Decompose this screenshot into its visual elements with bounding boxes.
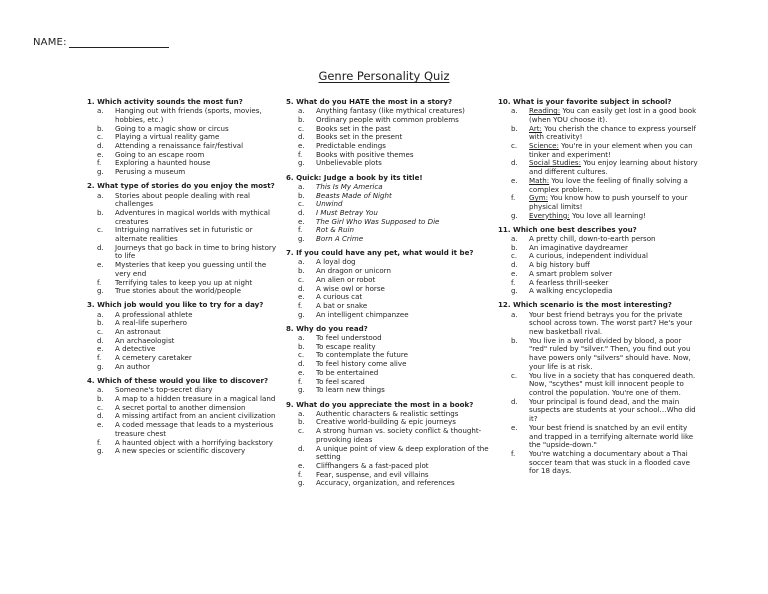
option-letter: e. [298,460,305,470]
option-letter: d. [511,260,518,270]
option-text: A missing artifact from an ancient civilization [115,411,276,421]
option-letter: d. [97,242,104,252]
option-letter: g. [298,478,305,488]
option-letter: e. [298,292,305,302]
option-letter: a. [97,309,104,319]
answer-option[interactable] [286,311,491,320]
option-letter: c. [97,327,104,337]
option-letter: d. [97,411,104,421]
option-letter: g. [298,385,305,395]
option-subject-label: Math: [529,175,550,185]
option-letter: g. [511,286,518,296]
option-text [529,177,698,194]
option-text: Fear, suspense, and evil villains [316,469,429,479]
option-letter: a. [511,234,518,244]
answer-option[interactable] [286,479,491,488]
question-5 [286,98,491,168]
option-text: Born A Crime [316,234,364,244]
option-text: You're watching a documentary about a Thai soccer team that was stuck in a flooded cave for 18 days. [529,448,690,476]
page-title: Genre Personality Quiz [318,69,450,83]
option-letter: b. [97,123,104,133]
option-subject-label: Social Studies: [529,158,581,168]
option-text: Accuracy, organization, and references [316,478,455,488]
option-letter: f. [298,225,303,235]
option-text: Unbelievable plots [316,158,382,168]
option-letter: b. [97,394,104,403]
option-letter: e. [511,175,518,185]
option-text: To learn new things [316,385,385,395]
option-text: A pretty chill, down-to-earth person [529,234,656,244]
option-letter: f. [298,300,303,310]
option-text: A haunted object with a horrifying backstory [115,437,273,447]
option-text: A secret portal to another dimension [115,402,246,412]
option-letter: e. [97,149,104,159]
option-text: Books set in the past [316,123,391,133]
option-text: Journeys that go back in time to bring history to life [115,242,277,261]
option-text: Terrifying tales to keep you up at night [115,277,253,287]
option-letter: b. [298,417,305,427]
question-12 [498,301,698,476]
option-text: To feel understood [316,333,382,343]
option-text: A bat or snake [316,300,368,310]
option-text [529,107,698,124]
option-text: An archaeologist [115,335,175,345]
option-text: Ordinary people with common problems [316,114,459,124]
answer-option[interactable] [87,168,277,177]
option-text: A fearless thrill-seeker [529,277,609,287]
option-letter: b. [97,318,104,328]
option-text: A detective [115,344,156,354]
answer-option[interactable] [87,209,277,226]
option-letter: d. [511,158,518,168]
option-text: A wise owl or horse [316,283,385,293]
option-letter: g. [97,446,104,456]
option-description: You love the feeling of finally solving a complex problem. [529,175,688,194]
question-title: 6. Quick: Judge a book by its title! [286,172,423,182]
option-letter: e. [97,344,104,354]
option-letter: c. [97,225,104,235]
question-6 [286,174,491,244]
question-title: 12. Which scenario is the most interesting? [498,300,672,310]
option-text [529,159,698,176]
option-text: Your best friend is snatched by an evil entity and trapped in a terrifying alternate world like the "upside-down." [529,422,694,450]
option-letter: e. [298,141,305,151]
question-title: 7. If you could have any pet, what would it be? [286,248,474,258]
question-title: 4. Which of these would you like to discover? [87,376,269,386]
name-field[interactable] [33,37,169,48]
option-letter: f. [298,149,303,159]
option-letter: d. [298,359,305,369]
option-letter: c. [298,350,305,360]
option-text: Cliffhangers & a fast-paced plot [316,460,429,470]
question-7 [286,249,491,319]
option-text: To contemplate the future [316,350,409,360]
option-text: To feel scared [316,376,365,386]
option-letter: f. [97,277,102,287]
option-letter: a. [298,257,305,267]
option-letter: f. [511,277,516,287]
column-right [498,98,698,482]
option-text: Playing a virtual reality game [115,132,220,142]
question-3 [87,301,277,371]
option-letter: d. [298,283,305,293]
option-letter: g. [298,158,305,168]
option-letter: a. [298,181,305,191]
option-letter: b. [511,123,518,133]
option-description: You cherish the chance to express yourself with creativity! [529,123,697,142]
option-subject-label: Gym: [529,193,548,203]
option-text: An imaginative daydreamer [529,242,628,252]
option-subject-label: Everything: [529,210,570,220]
option-text: A loyal dog [316,257,356,267]
option-text: A curious, independent individual [529,251,648,261]
option-letter: a. [511,106,518,116]
option-letter: e. [298,367,305,377]
option-letter: g. [97,361,104,371]
answer-option[interactable] [87,363,277,372]
option-text: Authentic characters & realistic settings [316,408,459,418]
option-text: A real-life superhero [115,318,187,328]
question-title: 3. Which job would you like to try for a day? [87,300,264,310]
option-letter: e. [511,268,518,278]
option-text: True stories about the world/people [115,286,241,296]
option-letter: c. [511,141,518,151]
option-text: Rot & Ruin [316,225,354,235]
option-text: A walking encyclopedia [529,286,613,296]
option-text: A cemetery caretaker [115,353,192,363]
answer-option[interactable] [498,177,698,194]
option-letter: a. [511,309,518,319]
question-2 [87,182,277,296]
option-text [529,125,698,142]
question-title: 10. What is your favorite subject in school? [498,97,672,106]
option-letter: c. [511,251,518,261]
option-text: You live in a society that has conquered death. Now, "scythes" must kill innocent people to control the population. You're one of them. [529,370,696,397]
answer-option[interactable] [498,450,698,476]
answer-option[interactable] [498,424,698,450]
option-text: Someone's top-secret diary [115,385,213,395]
option-letter: c. [298,426,305,436]
option-text: I Must Betray You [316,207,378,217]
option-text: You live in a world divided by blood, a poor "red" ruled by "silver." Then, you find out you have powers only "silvers" should have. Now, your life is at risk. [529,335,691,371]
option-text: Anything fantasy (like mythical creatures) [316,106,465,116]
option-letter: f. [298,376,303,386]
option-text: Going to a magic show or circus [115,123,229,133]
option-letter: b. [298,266,305,276]
option-letter: g. [97,167,104,177]
question-title: 2. What type of stories do you enjoy the most? [87,181,275,191]
option-letter: e. [97,420,104,430]
option-letter: d. [298,443,305,453]
option-letter: c. [97,402,104,412]
answer-option[interactable] [286,159,491,168]
option-letter: b. [97,207,104,217]
option-description: You enjoy learning about history and different cultures. [529,158,698,177]
option-text: Creative world-building & epic journeys [316,417,456,427]
answer-option[interactable] [87,244,277,261]
option-text: Your best friend betrays you for the private school across town. The worst part? He's your new basketball rival. [529,309,693,337]
option-text: Perusing a museum [115,167,186,177]
option-letter: f. [97,158,102,168]
option-subject-label: Science: [529,141,559,151]
option-letter: a. [97,190,104,200]
option-letter: g. [511,210,518,220]
option-letter: g. [298,309,305,319]
option-text: A coded message that leads to a mysterious treasure chest [115,420,274,438]
option-letter: e. [298,216,305,226]
option-letter: c. [298,199,305,209]
option-text [529,194,698,211]
answer-option[interactable] [87,287,277,296]
option-text: To feel history come alive [316,359,407,369]
option-text: Going to an escape room [115,149,205,159]
answer-option[interactable] [498,372,698,398]
question-11 [498,226,698,296]
option-subject-label: Reading: [529,106,561,116]
answer-option[interactable] [498,337,698,372]
question-title: 9. What do you appreciate the most in a book? [286,399,474,409]
option-letter: c. [298,123,305,133]
answer-option[interactable] [87,447,277,456]
answer-option[interactable] [498,107,698,124]
answer-option[interactable] [498,311,698,337]
name-label: NAME: [33,37,67,48]
option-text: A strong human vs. society conflict & thought-provoking ideas [316,426,482,444]
option-text: A curious cat [316,292,363,302]
question-8 [286,325,491,395]
column-left [87,98,277,461]
option-description: You love all learning! [572,210,646,220]
option-letter: e. [97,260,104,270]
option-letter: f. [298,469,303,479]
option-text: Mysteries that keep you guessing until the very end [115,260,267,278]
option-letter: b. [511,335,518,345]
answer-option[interactable] [498,212,698,221]
option-text: An intelligent chimpanzee [316,309,409,319]
option-text: Stories about people dealing with real challenges [115,190,251,209]
option-letter: f. [511,448,516,458]
question-1 [87,98,277,177]
option-letter: a. [298,106,305,116]
option-letter: b. [298,341,305,351]
question-title: 11. Which one best describes you? [498,224,637,234]
option-text: This Is My America [316,181,383,191]
answer-option[interactable] [498,142,698,159]
answer-option[interactable] [87,107,277,124]
answer-option[interactable] [87,421,277,438]
option-letter: b. [298,114,305,124]
option-letter: a. [298,333,305,343]
option-letter: e. [511,422,518,432]
option-letter: b. [511,242,518,252]
question-title: 1. Which activity sounds the most fun? [87,97,243,106]
option-text: Exploring a haunted house [115,158,211,168]
answer-option[interactable] [87,192,277,209]
option-text: Your principal is found dead, and the main suspects are students at your school…Who did it? [529,396,696,424]
answer-option[interactable] [286,386,491,395]
option-letter: c. [298,274,305,284]
answer-option[interactable] [498,287,698,296]
answer-option[interactable] [498,252,698,261]
option-text [529,142,698,159]
name-blank-line[interactable] [69,37,169,48]
option-text: A map to a hidden treasure in a magical land [115,394,276,403]
option-text: To be entertained [316,367,379,377]
option-letter: c. [97,132,104,142]
option-text: Unwind [316,199,343,209]
option-text: An alien or robot [316,274,376,284]
option-letter: f. [97,353,102,363]
option-text: To escape reality [316,341,376,351]
option-letter: a. [97,385,104,395]
option-letter: d. [298,207,305,217]
option-letter: a. [298,408,305,418]
question-4 [87,377,277,456]
answer-option[interactable] [286,445,491,462]
option-letter: b. [298,190,305,200]
column-middle [286,98,491,494]
option-subject-label: Art: [529,123,542,133]
answer-option[interactable] [498,398,698,424]
option-text: A unique point of view & deep exploration of the setting [316,443,489,462]
option-text: An dragon or unicorn [316,266,391,276]
option-text: Intriguing narratives set in futuristic or alternate realities [115,225,253,244]
option-text: A new species or scientific discovery [115,446,246,456]
option-text: An astronaut [115,327,161,337]
option-letter: a. [97,106,104,116]
question-10 [498,98,698,220]
option-description: You can easily get lost in a good book (when YOU choose it). [529,106,697,124]
option-text: Books set in the present [316,132,403,142]
option-text: A professional athlete [115,309,193,319]
option-description: You know how to push yourself to your physical limits! [529,193,688,211]
option-text: Hanging out with friends (sports, movies, hobbies, etc.) [115,106,262,124]
option-text: A smart problem solver [529,268,613,278]
question-title: 8. Why do you read? [286,323,368,333]
option-letter: g. [97,286,104,296]
answer-option[interactable] [498,159,698,176]
option-letter: g. [298,234,305,244]
option-text: Adventures in magical worlds with mythical creatures [115,207,270,226]
option-letter: d. [511,396,518,406]
question-title: 5. What do you HATE the most in a story? [286,97,453,106]
option-letter: f. [511,193,516,203]
answer-option[interactable] [286,427,491,444]
option-text: Attending a renaissance fair/festival [115,141,244,151]
option-letter: d. [97,335,104,345]
answer-option[interactable] [286,235,491,244]
option-text: Predictable endings [316,141,386,151]
option-letter: d. [298,132,305,142]
option-text: Books with positive themes [316,149,414,159]
option-text [529,212,698,221]
answer-option[interactable] [498,194,698,211]
option-letter: f. [97,437,102,447]
option-text: An author [115,361,150,371]
question-9 [286,401,491,489]
option-text: The Girl Who Was Supposed to Die [316,216,440,226]
option-text: A big history buff [529,260,590,270]
answer-option[interactable] [87,226,277,243]
answer-option[interactable] [498,125,698,142]
option-text: Beasts Made of Night [316,190,392,200]
answer-option[interactable] [87,261,277,278]
option-description: You're in your element when you can tinker and experiment! [529,141,693,159]
option-letter: c. [511,370,518,380]
option-letter: d. [97,141,104,151]
